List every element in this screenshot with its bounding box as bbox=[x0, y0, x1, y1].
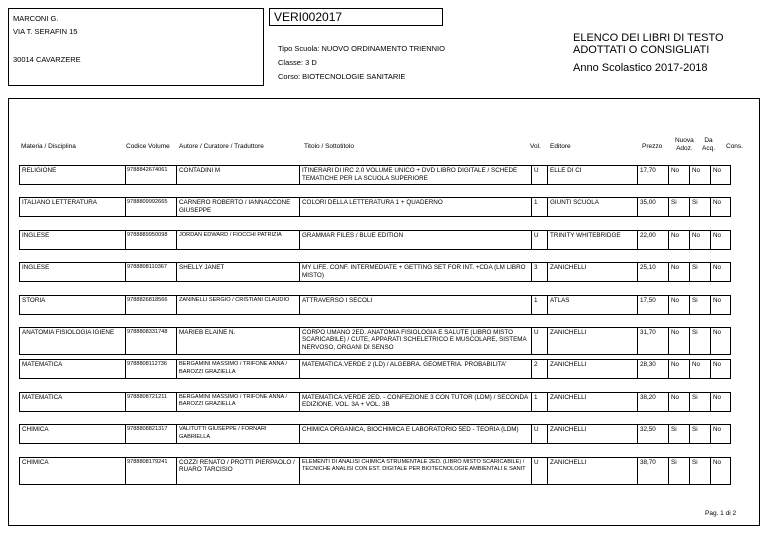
cell-vol: 1 bbox=[531, 295, 548, 315]
cell-consigliato: No bbox=[710, 359, 731, 379]
cell-da-acquistare: Si bbox=[689, 424, 711, 444]
books-table bbox=[19, 165, 752, 489]
cell-materia: ANATOMIA FISIOLOGIA IGIENE bbox=[19, 327, 126, 355]
corso: Corso: BIOTECNOLOGIE SANITARIE bbox=[278, 72, 406, 81]
header-editore: Editore bbox=[550, 143, 571, 150]
cell-editore: ELLE DI CI bbox=[547, 165, 638, 185]
cell-consigliato: No bbox=[710, 327, 731, 355]
cell-nuova-adozione: No bbox=[668, 327, 690, 355]
cell-prezzo: 38,20 bbox=[637, 392, 669, 412]
cell-editore: ZANICHELLI bbox=[547, 262, 638, 282]
cell-prezzo: 17,50 bbox=[637, 295, 669, 315]
cell-titolo: ITINERARI DI IRC 2.0 VOLUME UNICO + DVD LIBRO DIGITALE / SCHEDE TEMATICHE PER LA SCUOLA SUPERIORE bbox=[299, 165, 532, 185]
cell-titolo: ELEMENTI DI ANALISI CHIMICA STRUMENTALE 2ED. (LIBRO MISTO SCARICABILE) / TECNICHE ANALISI CON EST. DIGITALE PER BIOTECNOLOGIE AMBIENTALI E SANIT bbox=[299, 457, 532, 485]
header-cons: Cons. bbox=[726, 143, 743, 150]
cell-prezzo: 35,00 bbox=[637, 197, 669, 217]
page-number: Pag. 1 di 2 bbox=[705, 510, 737, 517]
cell-codice: 9788808821317 bbox=[125, 424, 177, 444]
school-address-box bbox=[8, 8, 264, 86]
cell-da-acquistare: Si bbox=[689, 295, 711, 315]
cell-materia: INGLESE bbox=[19, 262, 126, 282]
cell-nuova-adozione: No bbox=[668, 230, 690, 250]
cell-codice: 9788808110367 bbox=[125, 262, 177, 282]
cell-codice: 9788826818566 bbox=[125, 295, 177, 315]
cell-autore: MARIEB ELAINE N. bbox=[176, 327, 300, 355]
cell-titolo: MATEMATICA.VERDE 2ED. - CONFEZIONE 3 CON TUTOR (LDM) / SECONDA EDIZIONE. VOL. 3A + VOL. 3B bbox=[299, 392, 532, 412]
classe: Classe: 3 D bbox=[278, 58, 317, 67]
cell-consigliato: No bbox=[710, 230, 731, 250]
title-line-1: ELENCO DEI LIBRI DI TESTO bbox=[573, 32, 724, 44]
cell-materia: CHIMICA bbox=[19, 424, 126, 444]
cell-prezzo: 22,00 bbox=[637, 230, 669, 250]
cell-editore: TRINITY WHITEBRIDGE bbox=[547, 230, 638, 250]
table-row bbox=[19, 165, 752, 197]
header-vol: Vol. bbox=[530, 143, 541, 150]
cell-editore: ZANICHELLI bbox=[547, 327, 638, 355]
cell-vol: 2 bbox=[531, 359, 548, 379]
cell-consigliato: No bbox=[710, 392, 731, 412]
table-row bbox=[19, 295, 752, 327]
cell-materia: MATEMATICA bbox=[19, 359, 126, 379]
cell-nuova-adozione: Si bbox=[668, 197, 690, 217]
cell-editore: GIUNTI SCUOLA bbox=[547, 197, 638, 217]
cell-materia: RELIGIONE bbox=[19, 165, 126, 185]
cell-vol: U bbox=[531, 165, 548, 185]
cell-autore: COZZI RENATO / PROTTI PIERPAOLO / RUARO TARCISIO bbox=[176, 457, 300, 485]
cell-da-acquistare: Si bbox=[689, 392, 711, 412]
cell-autore: VALITUTTI GIUSEPPE / FORNARI GABRIELLA bbox=[176, 424, 300, 444]
cell-autore: CONTADINI M bbox=[176, 165, 300, 185]
tipo-scuola: Tipo Scuola: NUOVO ORDINAMENTO TRIENNIO bbox=[278, 44, 445, 53]
cell-prezzo: 31,70 bbox=[637, 327, 669, 355]
cell-codice: 9788809992665 bbox=[125, 197, 177, 217]
cell-materia: MATEMATICA bbox=[19, 392, 126, 412]
document-title bbox=[573, 33, 724, 56]
cell-codice: 9788842674061 bbox=[125, 165, 177, 185]
table-row bbox=[19, 359, 752, 391]
cell-titolo: MY LIFE. CONF. INTERMEDIATE + GETTING SET FOR INT. +CDA (LM LIBRO MISTO) bbox=[299, 262, 532, 282]
cell-vol: U bbox=[531, 457, 548, 485]
cell-nuova-adozione: No bbox=[668, 392, 690, 412]
cell-vol: 1 bbox=[531, 392, 548, 412]
header-titolo: Titolo / Sottotitolo bbox=[304, 143, 354, 150]
school-name: MARCONI G. bbox=[13, 14, 59, 23]
cell-nuova-adozione: No bbox=[668, 359, 690, 379]
cell-editore: ZANICHELLI bbox=[547, 457, 638, 485]
cell-prezzo: 32,50 bbox=[637, 424, 669, 444]
cell-autore: BERGAMINI MASSIMO / TRIFONE ANNA / BAROZZI GRAZIELLA bbox=[176, 392, 300, 412]
cell-prezzo: 28,30 bbox=[637, 359, 669, 379]
header-adoz: Adoz. bbox=[676, 145, 693, 152]
cell-autore: ZANINELLI SERGIO / CRISTIANI CLAUDIO bbox=[176, 295, 300, 315]
cell-consigliato: No bbox=[710, 197, 731, 217]
header-autore: Autore / Curatore / Traduttore bbox=[179, 143, 264, 150]
cell-nuova-adozione: Si bbox=[668, 457, 690, 485]
title-line-2: ADOTTATI O CONSIGLIATI bbox=[573, 44, 710, 56]
header-materia: Materia / Disciplina bbox=[21, 143, 76, 150]
cell-vol: U bbox=[531, 327, 548, 355]
cell-da-acquistare: No bbox=[689, 230, 711, 250]
cell-prezzo: 38,70 bbox=[637, 457, 669, 485]
cell-autore: JORDAN EDWARD / FIOCCHI PATRIZIA bbox=[176, 230, 300, 250]
cell-materia: CHIMICA bbox=[19, 457, 126, 485]
cell-da-acquistare: Si bbox=[689, 197, 711, 217]
header-da-acquistare bbox=[702, 137, 715, 153]
cell-da-acquistare: Si bbox=[689, 327, 711, 355]
school-code: VERI002017 bbox=[269, 8, 443, 26]
cell-titolo: CORPO UMANO 2ED. ANATOMIA FISIOLOGIA E SALUTE (LIBRO MISTO SCARICABILE) / CUTE, APPARATI SCHELETRICO E MUSCOLARE, SISTEMA NERVOSO, ORGANI DI SENSO bbox=[299, 327, 532, 355]
school-year: Anno Scolastico 2017-2018 bbox=[573, 62, 708, 74]
cell-editore: ATLAS bbox=[547, 295, 638, 315]
cell-titolo: CHIMICA ORGANICA, BIOCHIMICA E LABORATORIO 5ED - TEORIA (LDM) bbox=[299, 424, 532, 444]
table-row bbox=[19, 230, 752, 262]
cell-consigliato: No bbox=[710, 295, 731, 315]
table-row bbox=[19, 424, 752, 456]
table-row bbox=[19, 262, 752, 294]
table-row bbox=[19, 457, 752, 489]
cell-titolo: ATTRAVERSO I SECOLI bbox=[299, 295, 532, 315]
cell-editore: ZANICHELLI bbox=[547, 392, 638, 412]
cell-nuova-adozione: No bbox=[668, 262, 690, 282]
cell-materia: STORIA bbox=[19, 295, 126, 315]
cell-titolo: COLORI DELLA LETTERATURA 1 + QUADERNO bbox=[299, 197, 532, 217]
cell-consigliato: No bbox=[710, 457, 731, 485]
cell-vol: 1 bbox=[531, 197, 548, 217]
header-acq: Acq. bbox=[702, 145, 716, 152]
cell-editore: ZANICHELLI bbox=[547, 359, 638, 379]
cell-nuova-adozione: Si bbox=[668, 424, 690, 444]
header-da: Da bbox=[704, 137, 713, 144]
cell-vol: U bbox=[531, 230, 548, 250]
cell-titolo: GRAMMAR FILES / BLUE EDITION bbox=[299, 230, 532, 250]
cell-codice: 9788889950098 bbox=[125, 230, 177, 250]
cell-editore: ZANICHELLI bbox=[547, 424, 638, 444]
school-address: VIA T. SERAFIN 15 bbox=[13, 27, 78, 36]
cell-nuova-adozione: No bbox=[668, 165, 690, 185]
cell-consigliato: No bbox=[710, 262, 731, 282]
cell-da-acquistare: Si bbox=[689, 262, 711, 282]
table-row bbox=[19, 327, 752, 359]
document-header bbox=[8, 8, 760, 86]
header-prezzo: Prezzo bbox=[642, 143, 663, 150]
table-row bbox=[19, 197, 752, 229]
cell-materia: ITALIANO LETTERATURA bbox=[19, 197, 126, 217]
school-city: 30014 CAVARZERE bbox=[13, 55, 81, 64]
cell-materia: INGLESE bbox=[19, 230, 126, 250]
cell-codice: 9788808112736 bbox=[125, 359, 177, 379]
cell-prezzo: 17,70 bbox=[637, 165, 669, 185]
cell-codice: 9788808721211 bbox=[125, 392, 177, 412]
cell-titolo: MATEMATICA.VERDE 2 (LD) / ALGEBRA. GEOMETRIA. PROBABILITA' bbox=[299, 359, 532, 379]
header-codice: Codice Volume bbox=[126, 143, 170, 150]
cell-vol: 3 bbox=[531, 262, 548, 282]
cell-consigliato: No bbox=[710, 424, 731, 444]
cell-nuova-adozione: No bbox=[668, 295, 690, 315]
books-table-frame bbox=[8, 98, 760, 526]
cell-da-acquistare: No bbox=[689, 165, 711, 185]
cell-prezzo: 25,10 bbox=[637, 262, 669, 282]
header-nuova: Nuova bbox=[675, 137, 694, 144]
cell-codice: 9788808179241 bbox=[125, 457, 177, 485]
cell-autore: CARNERO ROBERTO / IANNACCONE GIUSEPPE bbox=[176, 197, 300, 217]
cell-vol: U bbox=[531, 424, 548, 444]
cell-autore: SHELLY JANET bbox=[176, 262, 300, 282]
cell-da-acquistare: Si bbox=[689, 457, 711, 485]
cell-autore: BERGAMINI MASSIMO / TRIFONE ANNA / BAROZZI GRAZIELLA bbox=[176, 359, 300, 379]
header-nuova-adozione bbox=[675, 137, 694, 153]
cell-codice: 9788808331748 bbox=[125, 327, 177, 355]
table-row bbox=[19, 392, 752, 424]
cell-da-acquistare: No bbox=[689, 359, 711, 379]
cell-consigliato: No bbox=[710, 165, 731, 185]
